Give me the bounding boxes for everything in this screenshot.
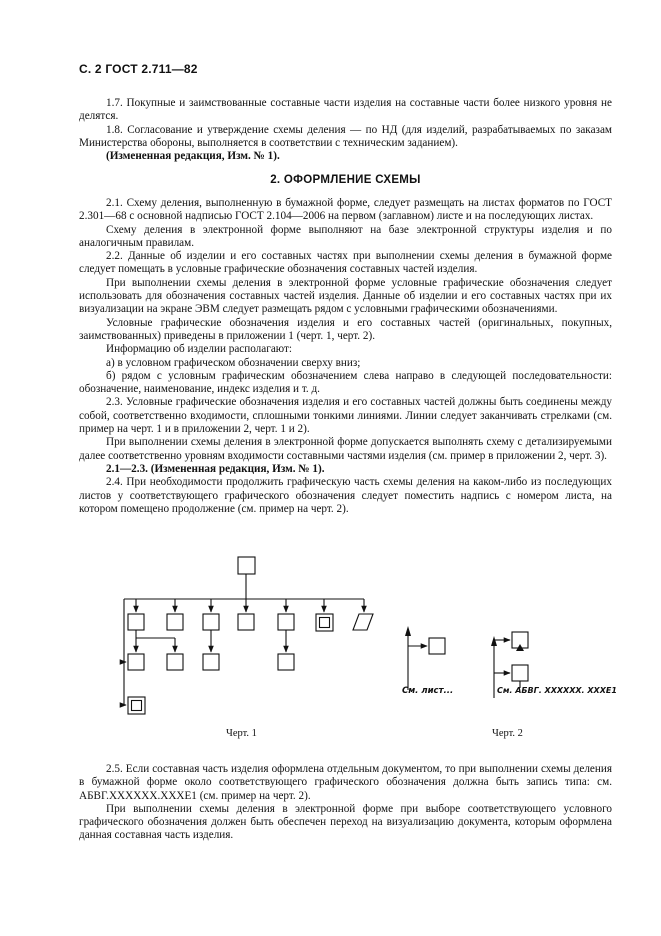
document-component-box — [512, 665, 528, 681]
document-reference-label: См. АБВГ. ХХХХХХ. ХХХЕ1 — [497, 686, 617, 695]
subcomponent-box — [128, 654, 144, 670]
paragraph-2-3: 2.3. Условные графические обозначения изделия и его составных частей должны быть соединены между собой, соответственно входимости, сплошными тонкими линиями. Линии следует заканчивать стрелками (см. пример на черт. 1 и в приложении 2, черт. 1 и 2). — [79, 396, 612, 436]
list-item-b: б) рядом с условным графическим обозначением слева направо в следующей последовательности: обозначение, наименование, индекс изделия и т. д. — [79, 369, 612, 396]
continuation-sheet-label: См. лист... — [402, 686, 454, 696]
subcomponent-box — [203, 654, 219, 670]
page-header: С. 2 ГОСТ 2.711—82 — [79, 62, 198, 76]
component-box — [203, 614, 219, 630]
text-block-4 — [79, 763, 612, 843]
component-box — [278, 614, 294, 630]
subcomponent-box — [167, 654, 183, 670]
component-box — [128, 614, 144, 630]
black-arrowheads — [405, 626, 524, 651]
edit-note-1: (Измененная редакция, Изм. № 1). — [106, 150, 280, 163]
figure-caption-1: Черт. 1 — [226, 728, 257, 739]
section-title: 2. ОФОРМЛЕНИЕ СХЕМЫ — [270, 174, 421, 186]
subcomponent-box — [278, 654, 294, 670]
purchased-component-box — [128, 697, 145, 714]
component-box — [167, 614, 183, 630]
borrowed-component-parallelogram — [353, 614, 373, 630]
paragraph-1-7: 1.7. Покупные и заимствованные составные части изделия на составные части более низкого уровня не делятся. — [79, 97, 612, 123]
paragraph-2-5: 2.5. Если составная часть изделия оформлена отдельным документом, то при выполнении схемы деления в бумажной форме около соответствующего графического обозначения должна быть запись типа: см. АБВГ.ХХХХХХ.ХХХЕ1 (см. пример на черт. 2). — [79, 763, 612, 802]
scheme-drawing-1 — [124, 557, 373, 714]
paragraph-detailing: При выполнении схемы деления в электронной форме допускается выполнять схему с детализируемыми далее соответственно уровням входимости составными частями изделия (см. пример в приложении 2, черт. 3). — [79, 436, 612, 462]
paragraph-electronic-symbols: При выполнении схемы деления в электронной форме условные графические обозначения следует использовать для обозначения составных частей изделия. Данные об изделии и его составных частях при их визуализации на экране ЭВМ следует размещать рядом с условными графическими обозначениями. — [79, 276, 612, 316]
paragraph-1-8: 1.8. Согласование и утверждение схемы деления — по НД (для изделий, разрабатываемых по заказам Министерства обороны, выполняется в соответствии с техническим заданием). — [79, 123, 612, 149]
paragraph-info-placement: Информацию об изделии располагают: — [106, 343, 292, 356]
paragraph-electronic-form: Схему деления в электронной форме выполняют на базе электронной структуры изделия и по аналогичным правилам. — [79, 223, 612, 249]
figure-area — [0, 540, 661, 755]
component-box — [238, 614, 254, 630]
paragraph-2-2: 2.2. Данные об изделии и его составных частях при выполнении схемы деления в бумажной форме следует помещать в условные графические обозначения составных частей изделия. — [79, 250, 612, 276]
paragraph-2-1: 2.1. Схему деления, выполненную в бумажной форме, следует размещать на листах форматов по ГОСТ 2.301—68 с основной надписью ГОСТ 2.104—2006 на первом (заглавном) листе и на последующих листах. — [79, 197, 612, 223]
list-item-a: а) в условном графическом обозначении сверху вниз; — [106, 356, 361, 369]
text-block-2 — [79, 197, 612, 516]
product-root-box — [238, 557, 255, 574]
paragraph-electronic-document: При выполнении схемы деления в электронной форме при выборе соответствующего условного графического обозначения должен быть обеспечен переход на визуализацию документа, которым оформлена данная составная часть изделия. — [79, 802, 612, 842]
purchased-component-box — [316, 614, 333, 631]
edit-note-2-text: (Измененная редакция, Изм. № 1). — [150, 462, 325, 475]
edit-note-2-number: 2.1—2.3. — [106, 462, 148, 475]
paragraph-symbols-appendix: Условные графические обозначения изделия и его составных частей (оригинальных, покупных, заимствованных) приведены в приложении 1 (черт. 1, черт. 2). — [79, 316, 612, 342]
edit-note-2 — [79, 463, 612, 476]
text-block-1 — [79, 97, 612, 163]
continued-component-box — [429, 638, 445, 654]
figure-caption-2: Черт. 2 — [492, 728, 523, 739]
paragraph-2-4: 2.4. При необходимости продолжить графическую часть схемы деления на каком-либо из последующих листов у соответствующего графического обозначения следует поместить надпись с номером листа, на котором помещено продолжение (см. пример на черт. 2). — [79, 476, 612, 515]
